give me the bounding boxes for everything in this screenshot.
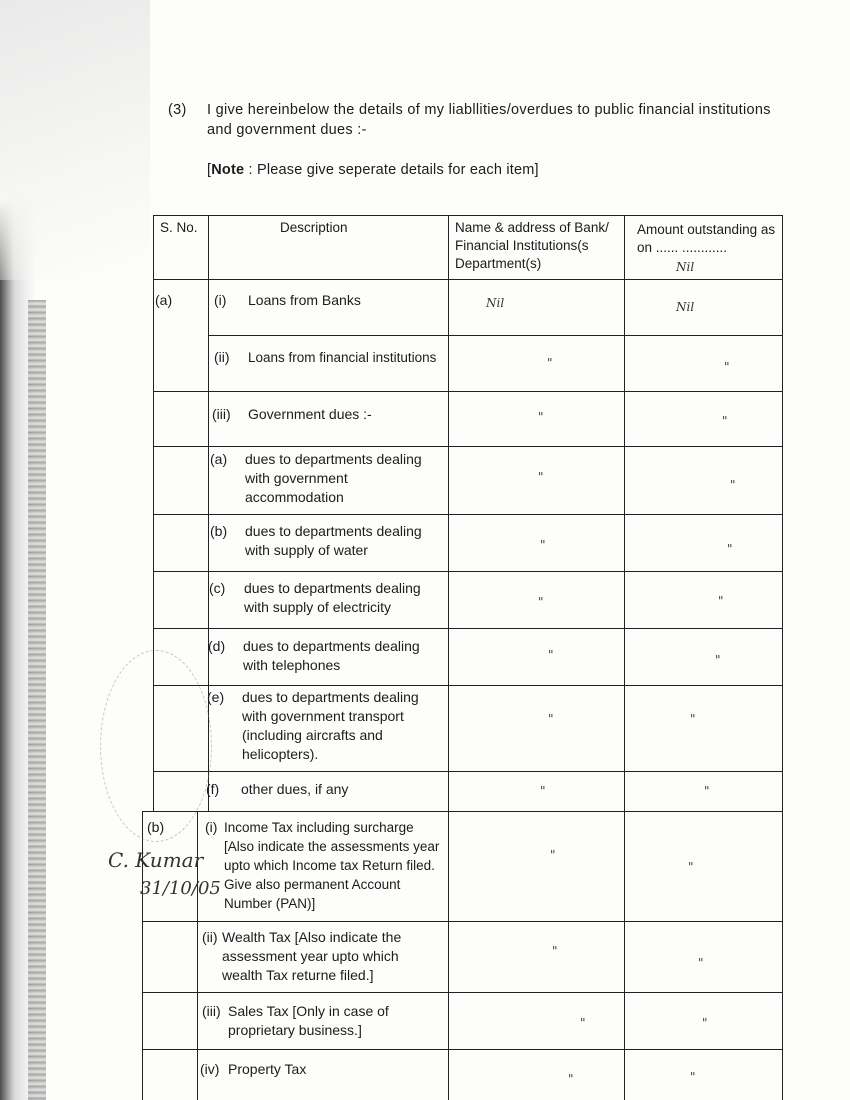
row-description: Sales Tax [Only in case of proprietary business.] — [228, 1003, 389, 1038]
row-name-value: " — [580, 1016, 586, 1030]
row-description: Income Tax including surcharge [Also indicate the assessments year upto which Income tax Return filed. Give also permanent Account Number (PAN)] — [224, 820, 440, 911]
row-marker: (ii) — [214, 349, 230, 365]
row-line — [142, 992, 783, 993]
signature-date: 31/10/05 — [140, 878, 221, 899]
row-sno: (b) — [147, 819, 165, 835]
row-line — [153, 571, 783, 572]
row-description: dues to departments dealing with telephones — [243, 638, 420, 673]
row-amount-value: " — [688, 860, 694, 874]
row-description: Wealth Tax [Also indicate the assessment year upto which wealth Tax returne filed.] — [222, 929, 402, 983]
row-description: other dues, if any — [241, 781, 349, 797]
row-marker: (a) — [210, 451, 228, 467]
row-line-top — [153, 215, 783, 216]
row-name-value: " — [548, 712, 554, 726]
row-line — [153, 446, 783, 447]
header-amount: Amount outstanding as on ...... ............ — [637, 222, 776, 255]
note-line — [207, 162, 539, 178]
binding-strip — [28, 300, 46, 1100]
row-amount-value: " — [704, 784, 710, 798]
handwritten-header-amount: Nil — [676, 260, 695, 274]
official-stamp — [100, 650, 212, 842]
row-marker: (b) — [210, 523, 228, 539]
row-line — [153, 628, 783, 629]
row-description: Government dues :- — [248, 406, 372, 422]
row-line — [153, 391, 783, 392]
row-description: dues to departments dealing with supply of water — [245, 523, 422, 558]
row-name-value: Nil — [486, 296, 505, 310]
row-description: dues to departments dealing with government transport (including aircrafts and helicopters). — [242, 689, 419, 762]
row-amount-value: " — [724, 360, 730, 374]
row-amount-value: " — [690, 1070, 696, 1084]
row-line — [153, 771, 783, 772]
row-amount-value: " — [727, 542, 733, 556]
row-amount-value: " — [698, 956, 704, 970]
paper-fold-shadow — [0, 0, 150, 280]
row-marker: (d) — [208, 638, 226, 654]
row-amount-value: Nil — [676, 300, 695, 314]
row-marker: (f) — [206, 781, 220, 797]
row-name-value: " — [568, 1072, 574, 1086]
row-name-value: " — [540, 538, 546, 552]
row-name-value: " — [547, 356, 553, 370]
row-name-value: " — [540, 784, 546, 798]
note-label: Note — [211, 162, 245, 178]
row-description: Loans from financial institutions — [248, 350, 437, 365]
header-sno: S. No. — [160, 220, 198, 235]
row-sno: (a) — [155, 292, 173, 308]
col-line-name-left — [448, 215, 449, 1100]
row-line-header-bottom — [153, 279, 783, 280]
row-description: dues to departments dealing with government accommodation — [245, 451, 422, 505]
header-description: Description — [280, 220, 348, 235]
row-description: dues to departments dealing with supply of electricity — [244, 580, 421, 615]
row-marker: (iii) — [202, 1003, 221, 1019]
row-marker: (e) — [207, 689, 225, 705]
row-marker: (iv) — [200, 1061, 220, 1077]
row-description: Property Tax — [228, 1061, 307, 1077]
row-line — [142, 811, 783, 812]
row-amount-value: " — [718, 594, 724, 608]
row-name-value: " — [548, 648, 554, 662]
row-line — [153, 514, 783, 515]
row-marker: (i) — [205, 819, 218, 835]
row-name-value: " — [550, 848, 556, 862]
row-marker: (ii) — [202, 929, 218, 945]
row-name-value: " — [552, 944, 558, 958]
intro-text: I give hereinbelow the details of my liabllities/overdues to public financial institutions and government dues :- — [207, 102, 771, 138]
row-name-value: " — [538, 410, 544, 424]
item-number: (3) — [168, 102, 187, 118]
col-line-right — [782, 215, 783, 1100]
row-name-value: " — [538, 470, 544, 484]
row-marker: (iii) — [212, 406, 231, 422]
signature-name: C. Kumar — [108, 848, 204, 872]
row-name-value: " — [538, 595, 544, 609]
row-amount-value: " — [722, 414, 728, 428]
row-line — [142, 1049, 783, 1050]
row-marker: (c) — [209, 580, 226, 596]
row-amount-value: " — [730, 478, 736, 492]
row-amount-value: " — [702, 1016, 708, 1030]
note-text: : Please give seperate details for each item] — [244, 162, 539, 178]
row-amount-value: " — [690, 712, 696, 726]
row-line — [208, 335, 783, 336]
note-bracket: [ — [207, 162, 212, 178]
header-name-address: Name & address of Bank/ Financial Institutions(s Department(s) — [455, 220, 609, 271]
row-marker: (i) — [214, 292, 227, 308]
col-line-amount-left — [624, 215, 625, 1100]
row-amount-value: " — [715, 653, 721, 667]
row-line — [142, 921, 783, 922]
row-line — [153, 685, 783, 686]
row-description: Loans from Banks — [248, 292, 361, 308]
